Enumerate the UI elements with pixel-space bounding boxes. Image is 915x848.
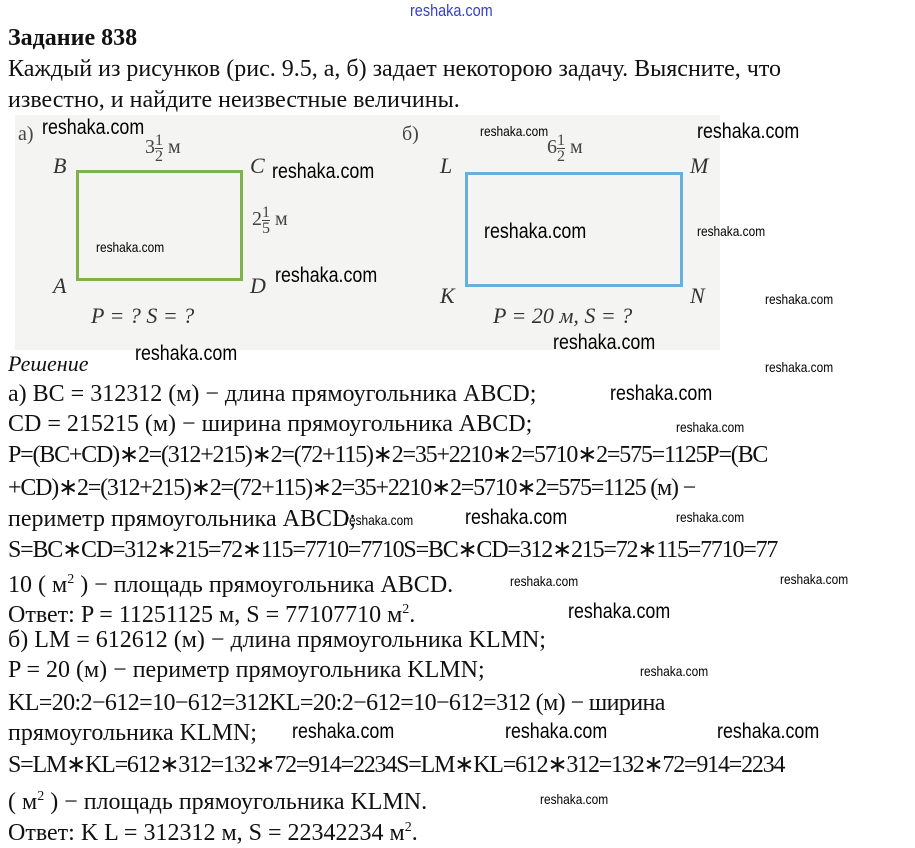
task-text: известно, и найдите неизвестные величины. [8, 87, 460, 113]
vertex-a: A [53, 273, 67, 298]
watermark: reshaka.com [505, 720, 608, 743]
watermark: reshaka.com [480, 123, 549, 139]
solution-line: S=LM∗KL=612∗312=132∗72=914=2234S=LM∗KL=612∗312=132∗72=914=2234 [8, 752, 785, 778]
solution-line: S=BC∗CD=312∗215=72∗115=7710=7710S=BC∗CD=312∗215=72∗115=7710=77 [8, 537, 778, 563]
watermark: reshaka.com [96, 239, 165, 255]
watermark: reshaka.com [676, 509, 745, 525]
watermark: reshaka.com [697, 223, 766, 239]
solution-heading: Решение [8, 351, 89, 376]
figure-a-label: а) [18, 123, 34, 145]
vertex-n: N [690, 283, 705, 308]
watermark: reshaka.com [292, 720, 395, 743]
solution-line: периметр прямоугольника ABCD; [8, 506, 356, 532]
side-lm-length: 6 $\frac{1}{2}$ м [547, 132, 583, 165]
answer-b: Ответ: K L = 312312 м, S = 22342234 $м^2$. [8, 820, 418, 846]
watermark: reshaka.com [135, 342, 238, 365]
watermark: reshaka.com [540, 791, 609, 807]
figure-9-5 [15, 115, 720, 350]
solution-line: P = 20 (м) − периметр прямоугольника KLMN; [8, 657, 485, 683]
task-text: Каждый из рисунков (рис. 9.5, а, б) задает некоторою задачу. Выясните, что [8, 56, 782, 82]
rectangle-abcd [76, 170, 243, 281]
watermark: reshaka.com [780, 571, 849, 587]
watermark: reshaka.com [553, 331, 656, 354]
side-cd-length: 2 $\frac{1}{5}$ м [252, 204, 288, 237]
vertex-l: L [440, 153, 453, 178]
task-title: Задание 838 [8, 25, 138, 51]
question-b: P = 20 м, S = ? [493, 303, 633, 328]
watermark: reshaka.com [717, 720, 820, 743]
solution-line: P=(BC+CD)∗2=(312+215)∗2=(72+115)∗2=35+2210∗2=5710∗2=575=1125P=(BC [8, 442, 768, 468]
watermark: reshaka.com [484, 220, 587, 243]
solution-line: а) BC = 312312 (м) − длина прямоугольника ABCD; [8, 381, 537, 407]
side-bc-length: 3 $\frac{1}{2}$ м [145, 132, 181, 165]
watermark: reshaka.com [345, 512, 414, 528]
figure-b-label: б) [402, 123, 419, 145]
watermark: reshaka.com [765, 359, 834, 375]
watermark: reshaka.com [465, 506, 568, 529]
vertex-m: M [690, 153, 709, 178]
watermark: reshaka.com [272, 160, 375, 183]
vertex-d: D [250, 273, 266, 298]
vertex-c: C [250, 153, 265, 178]
watermark: reshaka.com [42, 116, 145, 139]
question-a: P = ? S = ? [91, 303, 195, 328]
watermark: reshaka.com [610, 382, 713, 405]
watermark: reshaka.com [275, 264, 378, 287]
solution-line: ( $м^2$ ) − площадь прямоугольника KLMN. [8, 789, 428, 815]
answer-a: Ответ: P = 11251125 м, S = 77107710 $м^2$. [8, 602, 416, 628]
solution-line: CD = 215215 (м) − ширина прямоугольника ABCD; [8, 411, 533, 437]
solution-line: 10 ( $м^2$ ) − площадь прямоугольника ABCD. [8, 572, 454, 598]
solution-line: прямоугольника KLMN; [8, 720, 257, 746]
watermark: reshaka.com [510, 573, 579, 589]
watermark: reshaka.com [640, 663, 709, 679]
solution-line: KL=20:2−612=10−612=312KL=20:2−612=10−612=312 (м) − ширина [8, 690, 665, 716]
vertex-b: B [53, 153, 67, 178]
vertex-k: K [440, 283, 455, 308]
watermark: reshaka.com [697, 120, 800, 143]
watermark: reshaka.com [568, 600, 671, 623]
watermark: reshaka.com [410, 1, 493, 20]
watermark: reshaka.com [676, 419, 745, 435]
solution-line: +CD)∗2=(312+215)∗2=(72+115)∗2=35+2210∗2=5710∗2=575=1125 (м) − [8, 475, 695, 501]
solution-line: б) LM = 612612 (м) − длина прямоугольника KLMN; [8, 627, 546, 653]
watermark: reshaka.com [765, 291, 834, 307]
